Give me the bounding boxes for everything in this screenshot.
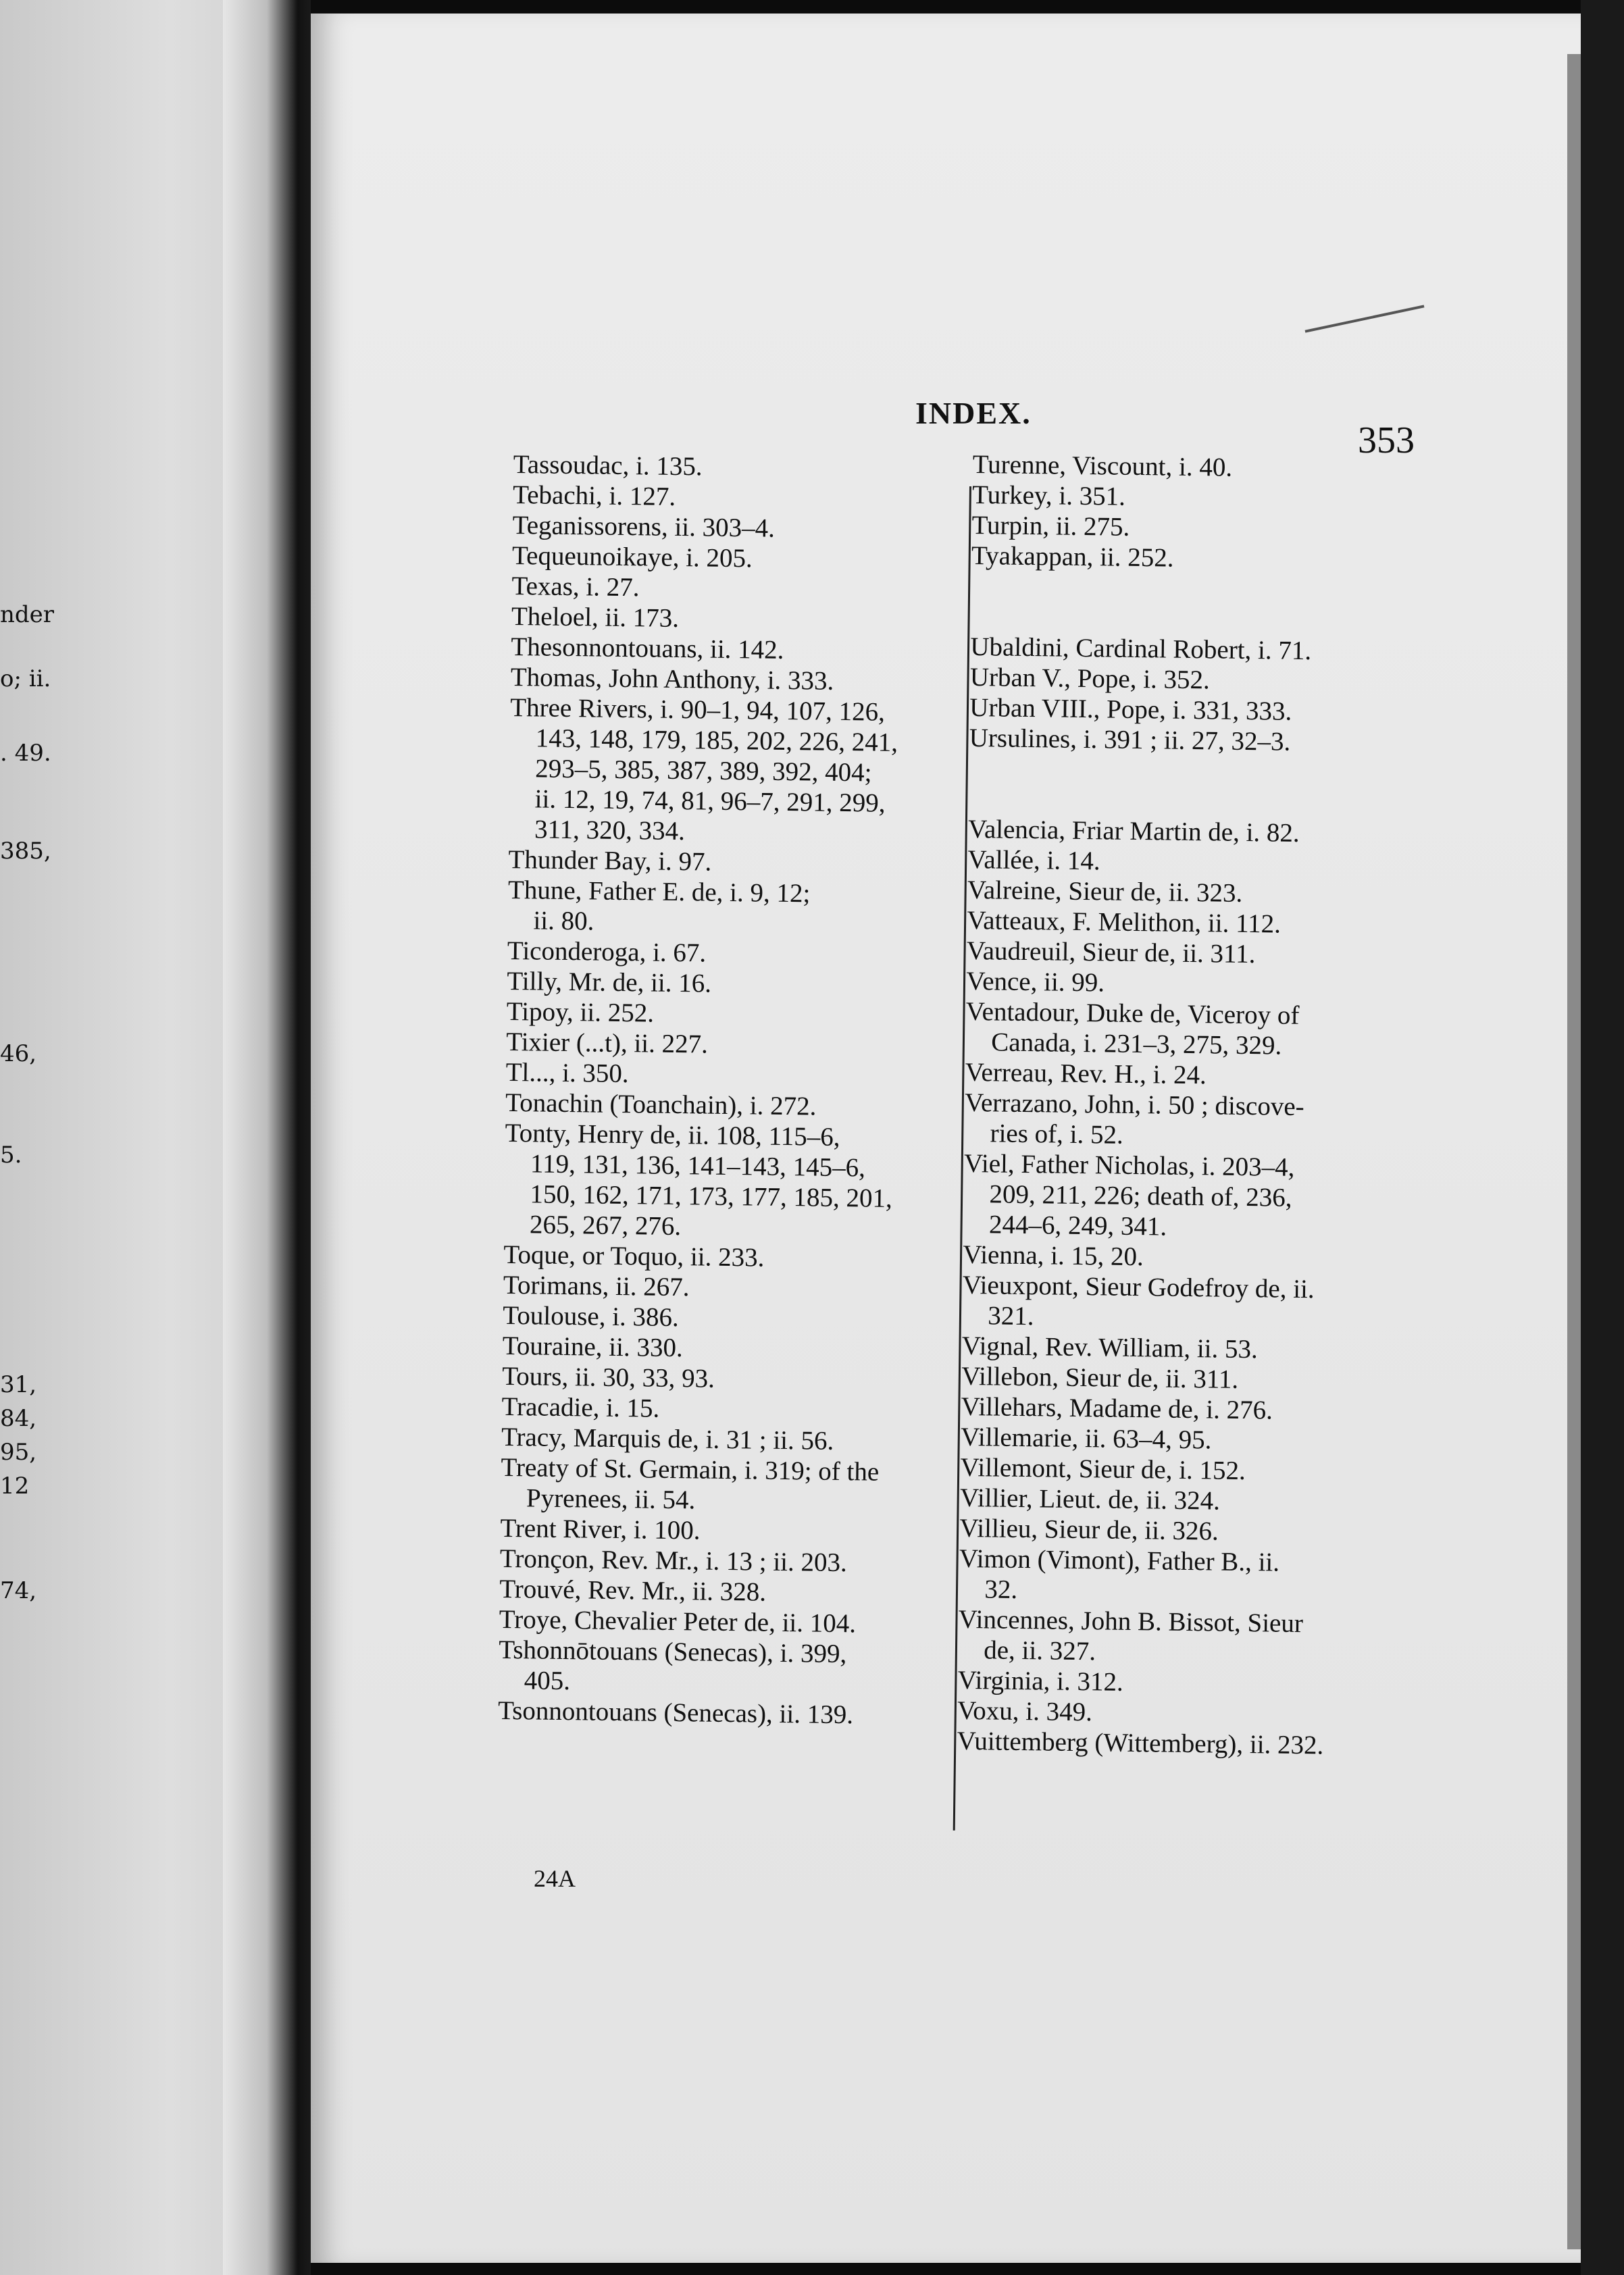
index-entry xyxy=(506,1027,912,1062)
index-entry xyxy=(967,905,1400,941)
index-entry xyxy=(968,814,1401,850)
index-entry-text: Villebon, Sieur de, ii. 311. xyxy=(961,1361,1239,1394)
letter-section-gap xyxy=(968,753,1401,819)
signature-mark: 24A xyxy=(534,1865,576,1892)
index-entry-continuation: 143, 148, 179, 185, 202, 226, 241, xyxy=(535,723,898,757)
index-entry xyxy=(972,449,1405,485)
index-entry-continuation: 405. xyxy=(524,1666,571,1696)
index-entry xyxy=(969,692,1402,728)
index-entry-continuation: 311, 320, 334. xyxy=(534,815,686,846)
facing-page-fragment: 385, xyxy=(0,838,51,865)
index-entry xyxy=(967,936,1400,971)
index-entry-text: Turkey, i. 351. xyxy=(971,480,1126,511)
index-entry xyxy=(958,1604,1391,1670)
index-entry xyxy=(962,1331,1395,1366)
index-entry-text: Tonachin (Toanchain), i. 272. xyxy=(505,1088,817,1121)
index-column-right xyxy=(957,449,1405,1762)
index-entry-continuation: 119, 131, 136, 141–143, 145–6, xyxy=(530,1149,866,1183)
index-entry-text: Villemarie, ii. 63–4, 95. xyxy=(960,1422,1212,1455)
index-entry-text: Ventadour, Duke de, Viceroy of xyxy=(965,996,1300,1030)
index-entry xyxy=(962,1270,1395,1336)
index-entry xyxy=(957,1695,1390,1731)
index-entry-text: Voxu, i. 349. xyxy=(957,1695,1093,1727)
index-entry xyxy=(963,1239,1396,1275)
index-entry xyxy=(503,1239,909,1275)
index-entry-text: Villieu, Sieur de, ii. 326. xyxy=(959,1513,1219,1546)
index-entry-text: Tracy, Marquis de, i. 31 ; ii. 56. xyxy=(501,1422,834,1456)
index-entry-text: Valreine, Sieur de, ii. 323. xyxy=(967,875,1243,908)
index-entry-text: Vaudreuil, Sieur de, ii. 311. xyxy=(966,936,1256,969)
index-entry xyxy=(504,1118,911,1244)
index-entry xyxy=(972,480,1405,515)
index-entry-text: Troye, Chevalier Peter de, ii. 104. xyxy=(499,1604,857,1639)
letter-section-gap xyxy=(971,571,1404,637)
index-entry-text: Urban V., Pope, i. 352. xyxy=(969,662,1211,695)
index-entry-continuation: ii. 80. xyxy=(533,906,594,936)
index-entry-text: Toulouse, i. 386. xyxy=(503,1300,680,1333)
index-entry-text: Tshonnōtouans (Senecas), i. 399, xyxy=(499,1635,847,1669)
index-entry-text: Ticonderoga, i. 67. xyxy=(507,936,707,968)
index-entry xyxy=(507,966,913,1001)
facing-page-fragment: 46, xyxy=(0,1040,37,1067)
index-entry-text: Theloel, ii. 173. xyxy=(511,601,680,634)
index-entry xyxy=(501,1391,907,1427)
index-entry xyxy=(505,1088,911,1123)
index-entry-text: Treaty of St. Germain, i. 319; of the xyxy=(501,1452,880,1487)
index-entry-text: Villehars, Madame de, i. 276. xyxy=(961,1391,1273,1425)
index-entry-text: Vence, ii. 99. xyxy=(966,966,1105,998)
index-entry xyxy=(963,1148,1397,1245)
index-entry xyxy=(511,632,917,667)
index-entry-continuation: ii. 12, 19, 74, 81, 96–7, 291, 299, xyxy=(534,784,886,818)
index-entry xyxy=(505,1057,911,1092)
index-entry-text: Ubaldini, Cardinal Robert, i. 71. xyxy=(970,632,1312,666)
index-entry-text: Texas, i. 27. xyxy=(511,571,640,603)
index-entry xyxy=(965,1057,1398,1093)
index-entry xyxy=(961,1361,1394,1397)
index-entry xyxy=(511,662,917,697)
page-edge xyxy=(1567,54,1581,2249)
index-column-left xyxy=(498,449,919,1731)
index-entry xyxy=(971,540,1404,576)
index-entry-text: Ursulines, i. 391 ; ii. 27, 32–3. xyxy=(969,723,1291,757)
index-entry-text: Tl..., i. 350. xyxy=(505,1057,629,1089)
index-entry xyxy=(503,1331,909,1366)
index-entry-text: Villier, Lieut. de, ii. 324. xyxy=(959,1483,1221,1516)
index-entry xyxy=(960,1483,1393,1518)
index-entry-text: Toque, or Toquo, ii. 233. xyxy=(503,1239,765,1273)
index-entry xyxy=(959,1513,1392,1549)
index-entry xyxy=(507,936,913,971)
index-entry-text: Vuittemberg (Wittemberg), ii. 232. xyxy=(957,1726,1324,1760)
index-entry xyxy=(959,1543,1392,1610)
index-entry-text: Vallée, i. 14. xyxy=(967,844,1100,876)
index-entry-text: Turpin, ii. 275. xyxy=(971,510,1130,542)
index-entry-text: Vatteaux, F. Melithon, ii. 112. xyxy=(967,905,1282,939)
facing-page-fragment: o; ii. xyxy=(0,665,51,692)
index-entry xyxy=(508,844,914,879)
index-entry xyxy=(503,1300,909,1335)
index-entry-text: Thunder Bay, i. 97. xyxy=(508,844,712,877)
index-entry xyxy=(961,1422,1394,1458)
index-entry-text: Villemont, Sieur de, i. 152. xyxy=(960,1452,1246,1486)
index-entry-continuation: Canada, i. 231–3, 275, 329. xyxy=(991,1027,1282,1060)
index-entry-continuation: 32. xyxy=(984,1575,1018,1604)
index-entry xyxy=(511,571,917,606)
index-entry xyxy=(970,632,1403,667)
index-entry-continuation: 244–6, 249, 341. xyxy=(988,1210,1167,1242)
index-entry xyxy=(970,662,1403,698)
index-entry xyxy=(513,449,919,484)
index-entry-text: Turenne, Viscount, i. 40. xyxy=(972,449,1233,482)
index-entry-text: Urban VIII., Pope, i. 331, 333. xyxy=(969,692,1292,726)
index-entry-continuation: ries of, i. 52. xyxy=(990,1119,1124,1150)
index-entry xyxy=(512,510,918,545)
index-entry-continuation: 150, 162, 171, 173, 177, 185, 201, xyxy=(530,1179,893,1213)
facing-page-fragment: nder xyxy=(0,601,55,628)
index-entry xyxy=(498,1635,904,1700)
index-entry xyxy=(961,1391,1394,1427)
facing-page-fragment: 84, xyxy=(0,1405,37,1432)
index-entry-text: Virginia, i. 312. xyxy=(957,1665,1123,1697)
index-entry-text: Vienna, i. 15, 20. xyxy=(963,1239,1144,1272)
index-entry xyxy=(967,875,1400,911)
index-entry xyxy=(509,692,916,849)
facing-page-fragment: 31, xyxy=(0,1371,37,1398)
index-entry xyxy=(964,1088,1397,1154)
index-entry-text: Trouvé, Rev. Mr., ii. 328. xyxy=(499,1574,767,1607)
index-entry-text: Tsonnontouans (Senecas), ii. 139. xyxy=(497,1695,854,1730)
index-entry xyxy=(503,1270,909,1305)
index-entry-text: Verreau, Rev. H., i. 24. xyxy=(965,1057,1207,1090)
index-entry-text: Tours, ii. 30, 33, 93. xyxy=(501,1361,715,1394)
index-entry-text: Viel, Father Nicholas, i. 203–4, xyxy=(963,1148,1295,1182)
index-entry-text: Vignal, Rev. William, ii. 53. xyxy=(961,1331,1259,1364)
index-page xyxy=(311,14,1594,2263)
index-entry xyxy=(502,1361,908,1396)
index-entry-text: Vieuxpont, Sieur Godefroy de, ii. xyxy=(962,1270,1315,1304)
facing-page-fragment: 5. xyxy=(0,1142,22,1169)
index-entry-text: Thesonnontouans, ii. 142. xyxy=(511,632,784,665)
index-entry-text: Vimon (Vimont), Father B., ii. xyxy=(959,1543,1280,1577)
index-entry xyxy=(501,1452,907,1518)
index-entry xyxy=(501,1422,907,1457)
index-entry xyxy=(966,966,1399,1002)
index-entry-continuation: 209, 211, 226; death of, 236, xyxy=(989,1179,1292,1212)
page-title: INDEX. xyxy=(915,396,1032,430)
index-entry-text: Valencia, Friar Martin de, i. 82. xyxy=(967,814,1300,848)
index-entry-text: Teganissorens, ii. 303–4. xyxy=(512,510,776,543)
index-entry xyxy=(960,1452,1393,1488)
index-entry-text: Tyakappan, ii. 252. xyxy=(971,540,1174,573)
index-entry xyxy=(511,601,917,636)
index-entry xyxy=(957,1726,1390,1762)
facing-page-fragment: . 49. xyxy=(0,740,51,767)
index-entry xyxy=(499,1604,905,1639)
index-entry-text: Tixier (...t), ii. 227. xyxy=(506,1027,709,1059)
index-entry-text: Thomas, John Anthony, i. 333. xyxy=(510,662,834,696)
index-entry-text: Trent River, i. 100. xyxy=(500,1513,701,1545)
facing-page-fragment: 95, xyxy=(0,1439,37,1466)
index-entry-text: Tequeunoikaye, i. 205. xyxy=(511,540,753,573)
index-entry-text: Tipoy, ii. 252. xyxy=(506,996,655,1028)
index-entry xyxy=(969,723,1402,759)
index-entry-continuation: 293–5, 385, 387, 389, 392, 404; xyxy=(534,754,872,788)
index-entry-continuation: Pyrenees, ii. 54. xyxy=(526,1483,696,1515)
index-entry-text: Tilly, Mr. de, ii. 16. xyxy=(507,966,712,998)
index-entry-text: Tronçon, Rev. Mr., i. 13 ; ii. 203. xyxy=(499,1543,848,1578)
index-entry-text: Tracadie, i. 15. xyxy=(501,1391,660,1423)
index-entry-text: Tonty, Henry de, ii. 108, 115–6, xyxy=(505,1118,840,1152)
index-entry xyxy=(965,996,1398,1063)
facing-page-fragment: 12 xyxy=(0,1473,30,1500)
index-entry xyxy=(512,540,918,576)
index-entry xyxy=(507,996,913,1031)
index-entry-text: Tebachi, i. 127. xyxy=(512,480,676,511)
index-entry xyxy=(513,480,919,515)
index-entry-text: Thune, Father E. de, i. 9, 12; xyxy=(507,875,811,909)
index-entry xyxy=(957,1665,1390,1701)
index-entry xyxy=(500,1513,906,1548)
index-entry-continuation: de, ii. 327. xyxy=(984,1635,1096,1666)
index-entry xyxy=(498,1695,904,1731)
index-entry-continuation: 265, 267, 276. xyxy=(529,1210,682,1242)
index-entry xyxy=(967,844,1400,880)
index-entry-continuation: 321. xyxy=(988,1301,1034,1331)
index-entry-text: Vincennes, John B. Bissot, Sieur xyxy=(958,1604,1304,1639)
index-entry-text: Three Rivers, i. 90–1, 94, 107, 126, xyxy=(510,692,886,727)
index-entry-text: Torimans, ii. 267. xyxy=(503,1270,690,1302)
index-entry xyxy=(500,1543,906,1579)
book-gutter xyxy=(223,0,311,2275)
index-entry xyxy=(499,1574,905,1609)
scan-border xyxy=(1581,0,1624,2275)
index-entry xyxy=(971,510,1404,546)
page-number: 353 xyxy=(1358,419,1415,461)
index-entry xyxy=(507,875,913,940)
index-entry-text: Verrazano, John, i. 50 ; discove- xyxy=(964,1088,1304,1122)
facing-page-fragment: 74, xyxy=(0,1577,37,1604)
index-entry-text: Touraine, ii. 330. xyxy=(502,1331,683,1363)
index-entry-text: Tassoudac, i. 135. xyxy=(513,449,703,482)
